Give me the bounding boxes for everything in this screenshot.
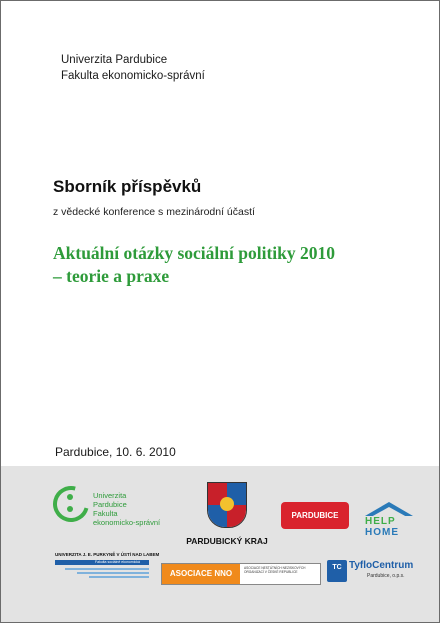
partner-logos-footer — [1, 466, 439, 622]
upce-dot-icon — [67, 494, 73, 500]
upce-line2: Pardubice — [93, 500, 127, 509]
fse-name: Fakulta sociálně ekonomická — [95, 560, 140, 564]
faculty-name: Fakulta ekonomicko-správní — [61, 70, 205, 82]
ujep-fse-logo — [55, 552, 160, 586]
university-name: Univerzita Pardubice — [61, 54, 168, 66]
nno-fullname: ASOCIACE NESTÁTNÍCH NEZISKOVÝCH ORGANIZACÍ V ČESKÉ REPUBLICE — [244, 566, 306, 575]
tc-mark-icon: TC — [327, 560, 347, 582]
upce-line4: ekonomicko-správní — [93, 518, 161, 527]
tyflo-title: TyfloCentrum — [349, 560, 414, 571]
upce-line3: Fakulta — [93, 509, 118, 518]
ujep-name: UNIVERZITA J. E. PURKYNĚ V ÚSTÍ NAD LABEM — [55, 552, 160, 557]
conference-title-line1: Aktuální otázky sociální politiky 2010 — [53, 243, 335, 263]
nno-label: ASOCIACE NNO — [162, 564, 240, 584]
institution-block — [61, 52, 205, 84]
coat-of-arms-icon — [207, 482, 247, 528]
help-text: HELP — [365, 516, 396, 527]
help-home-logo — [363, 502, 415, 546]
upce-dot-icon — [67, 506, 73, 512]
upce-line1: Univerzita — [93, 491, 127, 500]
upce-u-mark-icon — [46, 479, 95, 528]
upce-logo — [51, 486, 161, 526]
upce-logo-text — [93, 491, 160, 527]
home-text: HOME — [365, 527, 399, 538]
conference-title — [53, 242, 423, 288]
place-date: Pardubice, 10. 6. 2010 — [55, 445, 176, 459]
tyflo-sub: Pardubice, o.p.s. — [367, 573, 405, 579]
asociace-nno-logo — [161, 563, 321, 585]
tyflocentrum-logo — [327, 558, 427, 588]
kraj-label: PARDUBICKÝ KRAJ — [186, 536, 268, 546]
pardubicky-kraj-logo — [181, 482, 269, 548]
document-subtitle: z vědecké konference s mezinárodní účastí — [53, 206, 255, 218]
pardubice-logo: PARDUBICE — [281, 502, 349, 529]
conference-title-line2: – teorie a praxe — [53, 266, 170, 286]
document-title: Sborník příspěvků — [53, 177, 202, 196]
